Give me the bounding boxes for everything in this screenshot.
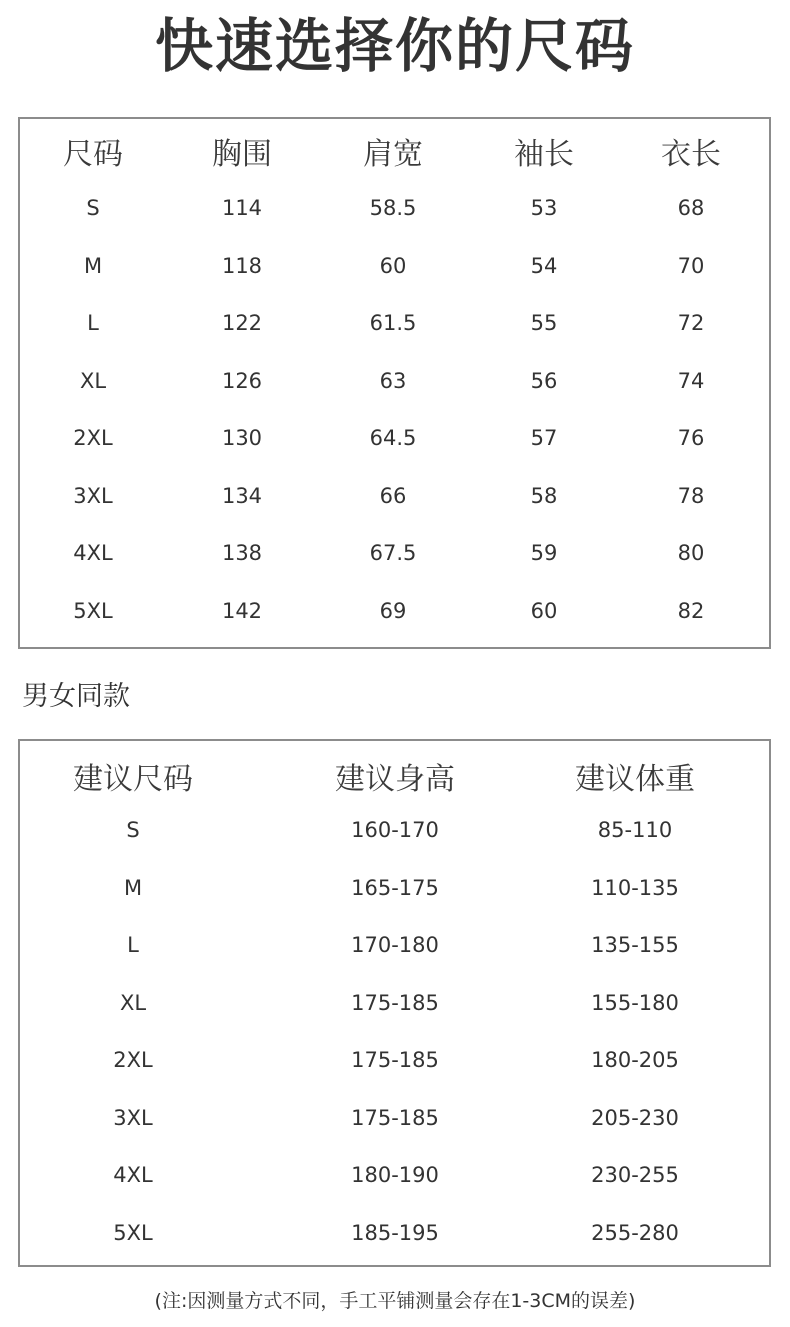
recommend-table-cell: 205-230 [591, 1105, 679, 1130]
size-table-cell: 130 [221, 426, 263, 450]
page-title: 快速选择你的尺码 [154, 12, 635, 80]
size-table-cell: 61.5 [369, 311, 417, 335]
recommend-table-header-cell: 建议尺码 [73, 762, 193, 797]
size-table-cell: 82 [677, 598, 705, 623]
size-table-cell: M [83, 253, 103, 278]
recommend-table-header-cell: 建议体重 [575, 762, 695, 797]
size-table-cell: 69 [379, 598, 407, 623]
size-table-header-cell: 尺码 [63, 137, 123, 172]
size-table-cell: 142 [221, 598, 263, 623]
recommend-table-cell: 175-185 [351, 1105, 439, 1130]
recommend-table-cell: L [127, 933, 139, 957]
recommend-table-cell: 135-155 [591, 933, 679, 957]
recommend-table-cell: 180-205 [591, 1048, 679, 1072]
size-table-cell: 56 [530, 368, 558, 393]
recommend-table-cell: S [126, 818, 140, 842]
size-table-cell: 63 [379, 368, 407, 393]
size-table-cell: 118 [221, 253, 263, 278]
recommend-table-cell: 4XL [113, 1163, 153, 1187]
size-table-cell: 58.5 [369, 196, 417, 220]
size-table-cell: 122 [221, 311, 263, 335]
size-table-cell: 78 [677, 483, 705, 508]
size-table-cell: 64.5 [369, 426, 417, 450]
size-table-header-cell: 袖长 [514, 137, 574, 172]
size-table-cell: 55 [530, 311, 558, 335]
size-table-cell: 5XL [73, 598, 113, 623]
size-table-cell: 138 [221, 541, 263, 565]
size-table-cell: 60 [379, 253, 407, 278]
recommend-table-header-cell: 建议身高 [335, 762, 455, 797]
recommend-table-cell: 170-180 [351, 933, 439, 957]
size-table-cell: 70 [677, 253, 705, 278]
size-table-cell: 2XL [73, 426, 113, 450]
size-table-cell: 76 [677, 426, 705, 450]
size-table-cell: 126 [221, 368, 263, 393]
recommend-table-cell: M [123, 875, 143, 900]
size-table-cell: 80 [677, 541, 705, 565]
size-table-cell: 58 [530, 483, 558, 508]
size-table-cell: 72 [677, 311, 705, 335]
size-table-header-cell: 胸围 [212, 137, 272, 172]
recommend-table-cell: 175-185 [351, 1048, 439, 1072]
recommend-table-cell: 175-185 [351, 990, 439, 1015]
size-table-cell: 3XL [73, 483, 113, 508]
size-table-cell: 66 [379, 483, 407, 508]
recommend-table-cell: 85-110 [597, 818, 673, 842]
size-table-cell: 4XL [73, 541, 113, 565]
recommend-table-cell: 3XL [113, 1105, 153, 1130]
recommend-table-cell: 5XL [113, 1220, 153, 1245]
size-table-cell: 54 [530, 253, 558, 278]
size-table-cell: 134 [221, 483, 263, 508]
size-table-header-cell: 衣长 [661, 137, 721, 172]
recommend-table-cell: 180-190 [351, 1163, 439, 1187]
size-table-cell: 67.5 [369, 541, 417, 565]
size-chart-table [18, 117, 771, 649]
size-table-cell: 74 [677, 368, 705, 393]
recommend-table-cell: 155-180 [591, 990, 679, 1015]
recommend-table-cell: 165-175 [351, 875, 439, 900]
recommend-table-cell: 2XL [113, 1048, 153, 1072]
recommend-table-cell: 230-255 [591, 1163, 679, 1187]
recommend-table-cell: XL [119, 990, 147, 1015]
size-table-cell: 53 [530, 196, 558, 220]
recommend-table-cell: 185-195 [351, 1220, 439, 1245]
recommended-size-table [18, 739, 771, 1267]
size-table-cell: L [87, 311, 99, 335]
recommend-table-cell: 160-170 [351, 818, 439, 842]
size-table-cell: 59 [530, 541, 558, 565]
size-table-cell: 114 [221, 196, 263, 220]
measurement-footnote: (注:因测量方式不同，手工平铺测量会存在1-3CM的误差) [154, 1290, 636, 1312]
unisex-note: 男女同款 [22, 681, 130, 712]
size-table-cell: 57 [530, 426, 558, 450]
recommend-table-cell: 255-280 [591, 1220, 679, 1245]
recommend-table-cell: 110-135 [591, 875, 679, 900]
size-table-cell: 68 [677, 196, 705, 220]
size-table-cell: 60 [530, 598, 558, 623]
size-table-cell: S [86, 196, 100, 220]
size-table-cell: XL [79, 368, 107, 393]
size-table-header-cell: 肩宽 [363, 137, 423, 172]
